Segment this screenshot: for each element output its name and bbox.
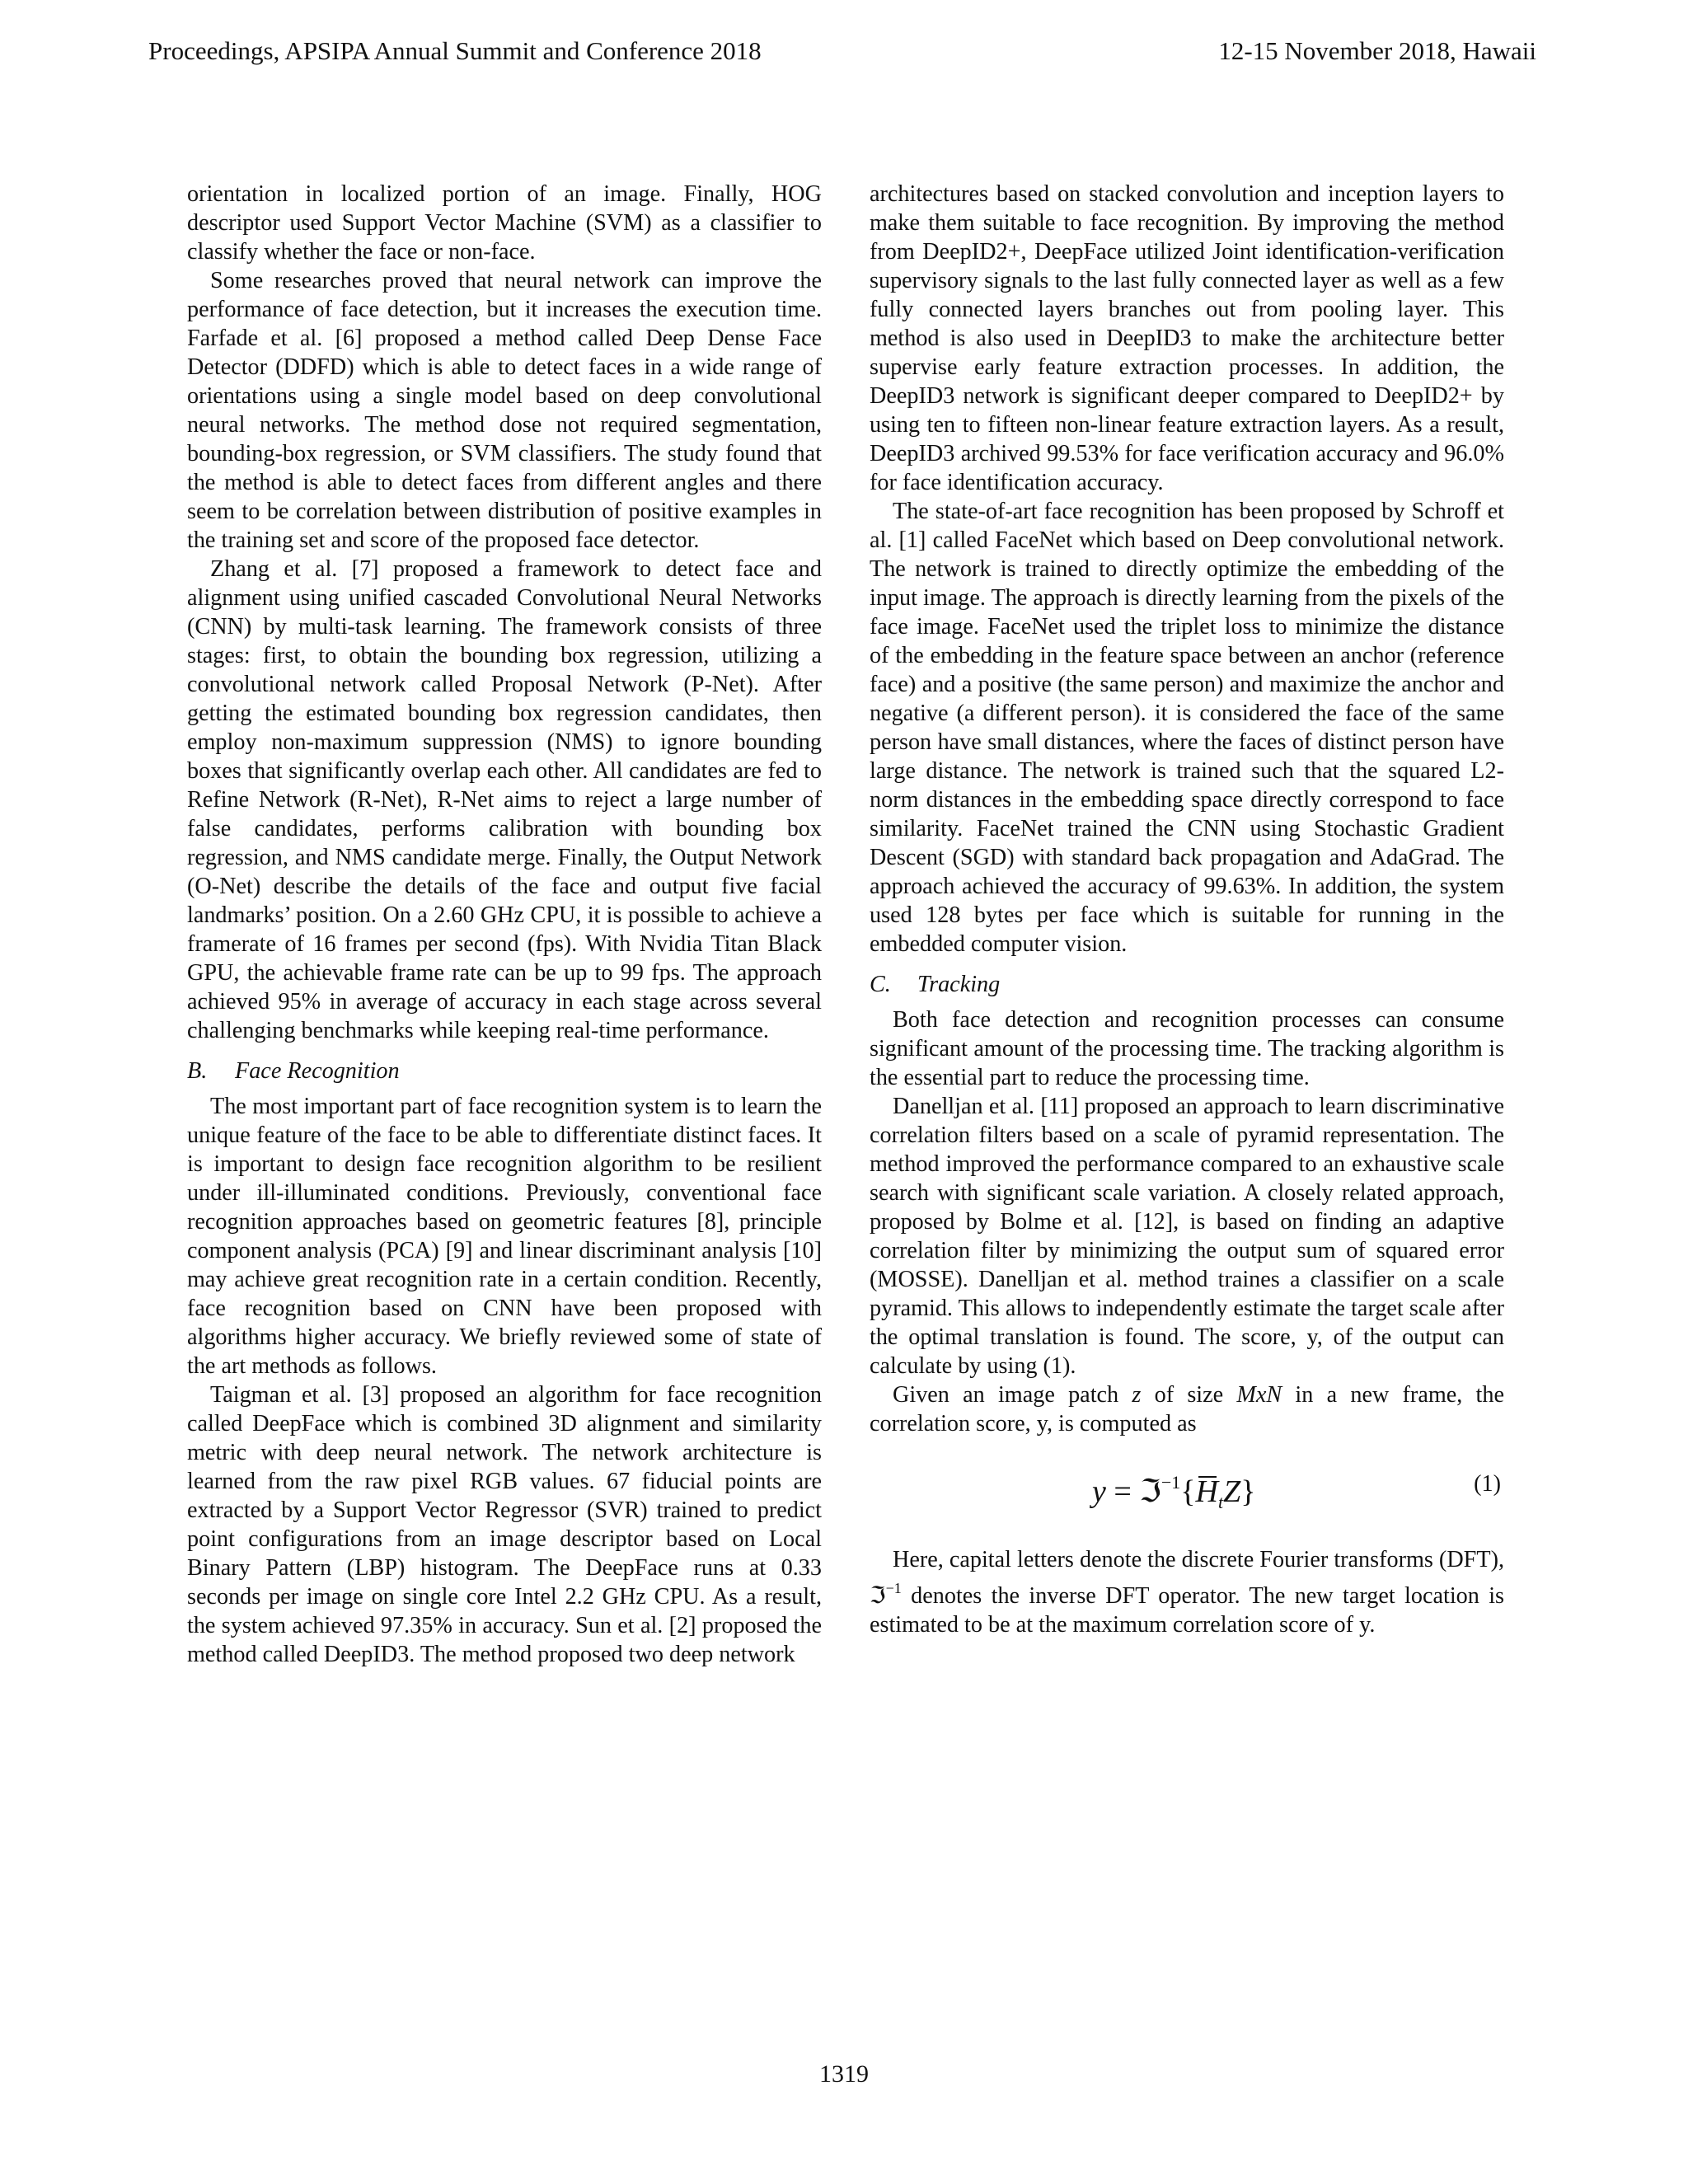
paragraph: Zhang et al. [7] proposed a framework to detect face and alignment using unified cascaded Convolutional Neural Networks (CNN) by multi-task learning. The framework consists of three stages: first, to obtain the bounding box regression, utilizing a convolutional network called Proposal Network (P-Net). After getting the estimated bounding box regression candidates, then employ non-maximum suppression (NMS) to ignore bounding boxes that significantly overlap each other. All candidates are fed to Refine Network (R-Net), R-Net aims to reject a large number of false candidates, performs calibration with bounding box regression, and NMS candidate merge. Finally, the Output Network (O-Net) describe the details of the face and output five facial landmarks’ position. On a 2.60 GHz CPU, it is possible to achieve a framerate of 16 frames per second (fps). With Nvidia Titan Black GPU, the achievable frame rate can be up to 99 fps. The approach achieved 95% in average of accuracy in each stage across several challenging benchmarks while keeping real-time performance.: [187, 556, 822, 1043]
section-title: Face Recognition: [235, 1058, 400, 1084]
paragraph: The most important part of face recognition system is to learn the unique feature of the face to be able to differentiate distinct faces. It is important to design face recognition algorithm to be resilient under ill-illuminated conditions. Previously, conventional face recognition approaches based on geometric features [8], principle component analysis (PCA) [9] and linear discriminant analysis [10] may achieve great recognition rate in a certain condition. Recently, face recognition based on CNN have been proposed with algorithms higher accuracy. We briefly reviewed some of state of the art methods as follows.: [187, 1094, 822, 1379]
text-run: in a new frame, the correlation score, y, is computed as: [870, 1382, 1504, 1436]
paragraph: Taigman et al. [3] proposed an algorithm for face recognition called DeepFace which is combined 3D alignment and similarity metric with deep neural network. The network architecture is learned from the raw pixel RGB values. 67 fiducial points are extracted by a Support Vector Regressor (SVR) trained to predict point configurations from an image descriptor based on Local Binary Pattern (LBP) histogram. The DeepFace runs at 0.33 seconds per image on single core Intel 2.2 GHz CPU. As a result, the system achieved 97.35% in accuracy. Sun et al. [2] proposed the method called DeepID3. The method proposed two deep network: [187, 1382, 822, 1667]
paragraph: [870, 1380, 1504, 1438]
section-number: C.: [870, 972, 891, 997]
right-column: [870, 180, 1504, 1639]
math-variable: MxN: [1236, 1382, 1282, 1408]
equation-number: (1): [1474, 1471, 1501, 1497]
text-run: denotes the inverse DFT operator. The new target location is estimated to be at the maximum correlation score of y.: [870, 1583, 1504, 1638]
math-brace: {: [1180, 1474, 1196, 1509]
paragraph: Both face detection and recognition processes can consume significant amount of the processing time. The tracking algorithm is the essential part to reduce the processing time.: [870, 1007, 1504, 1090]
text-run: Given an image patch: [893, 1382, 1132, 1408]
math-subscript: t: [1217, 1492, 1224, 1512]
math-superscript: −1: [885, 1580, 902, 1596]
paragraph: [870, 1545, 1504, 1639]
section-number: B.: [187, 1058, 208, 1084]
math-variable: H: [1195, 1474, 1218, 1509]
math-superscript: −1: [1160, 1472, 1181, 1493]
page-number: 1319: [819, 2060, 869, 2088]
section-title: Tracking: [917, 972, 1001, 997]
paragraph: The state-of-art face recognition has been proposed by Schroff et al. [1] called FaceNet which based on Deep convolutional network. The network is trained to directly optimize the embedding of the input image. The approach is directly learning from the pixels of the face image. FaceNet used the triplet loss to minimize the distance of the embedding in the feature space between an anchor (reference face) and a positive (the same person) and maximize the anchor and negative (a different person). it is considered the face of the same person have small distances, where the faces of distinct person have large distance. The network is trained such that the squared L2-norm distances in the embedding space directly correspond to face similarity. FaceNet trained the CNN using Stochastic Gradient Descent (SGD) with standard back propagation and AdaGrad. The approach achieved the accuracy of 99.63%. In addition, the system used 128 bytes per face which is suitable for running in the embedded computer vision.: [870, 499, 1504, 957]
math-symbol: ℑ: [870, 1582, 886, 1609]
paragraph: Danelljan et al. [11] proposed an approach to learn discriminative correlation filters based on a scale of pyramid representation. The method improved the performance compared to an exhaustive scale search with significant scale variation. A closely related approach, proposed by Bolme et al. [12], is based on finding an adaptive correlation filter by minimizing the output sum of squared error (MOSSE). Danelljan et al. method traines a classifier on a scale pyramid. This allows to independently estimate the target scale after the optimal translation is found. The score, y, of the output can calculate by using (1).: [870, 1094, 1504, 1379]
text-run: of size: [1141, 1382, 1237, 1408]
paragraph: architectures based on stacked convolution and inception layers to make them suitable to face recognition. By improving the method from DeepID2+, DeepFace utilized Joint identification-verification supervisory signals to the last fully connected layer as well as a few fully connected layers branches out from pooling layer. This method is also used in DeepID3 to make the architecture better supervise early feature extraction processes. In addition, the DeepID3 network is significant deeper compared to DeepID2+ by using ten to fifteen non-linear feature extraction layers. As a result, DeepID3 archived 99.53% for face verification accuracy and 96.0% for face identification accuracy.: [870, 181, 1504, 495]
text-run: Here, capital letters denote the discrete Fourier transforms (DFT),: [893, 1547, 1505, 1572]
math-brace: }: [1240, 1474, 1256, 1509]
math-variable: Z: [1223, 1474, 1241, 1509]
section-heading-face-recognition: [187, 1057, 822, 1085]
paragraph: Some researches proved that neural network can improve the performance of face detection, but it increases the execution time. Farfade et al. [6] proposed a method called Deep Dense Face Detector (DDFD) which is able to detect faces in a wide range of orientations using a single model based on deep convolutional neural networks. The method dose not required segmentation, bounding-box regression, or SVM classifiers. The study found that the method is able to detect faces from different angles and there seem to be correlation between distribution of positive examples in the training set and score of the proposed face detector.: [187, 268, 822, 553]
inverse-fourier-symbol: ℑ: [1139, 1473, 1161, 1509]
paragraph: orientation in localized portion of an image. Finally, HOG descriptor used Support Vector Machine (SVM) as a classifier to classify whether the face or non-face.: [187, 181, 822, 265]
math-variable: z: [1132, 1382, 1142, 1408]
math-variable: y: [1092, 1474, 1106, 1509]
conjugate-bar: [1195, 1472, 1217, 1511]
inverse-fourier-symbol: [870, 1580, 902, 1609]
conference-header: Proceedings, APSIPA Annual Summit and Conference 2018: [148, 36, 762, 65]
conference-date-header: 12-15 November 2018, Hawaii: [1218, 36, 1536, 65]
left-column: [187, 180, 822, 1669]
equation: [1092, 1463, 1255, 1522]
math-operator: =: [1105, 1474, 1140, 1509]
section-heading-tracking: [870, 970, 1504, 999]
equation-block: [870, 1461, 1504, 1512]
